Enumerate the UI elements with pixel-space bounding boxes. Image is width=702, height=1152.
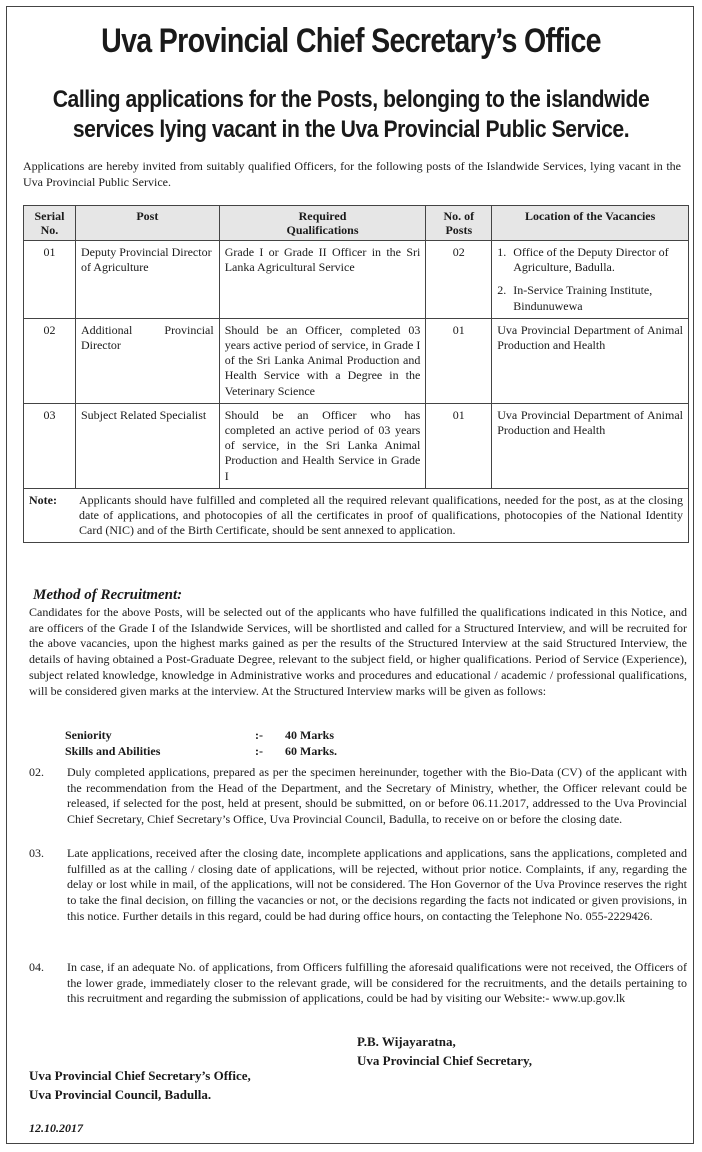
header-posts-count: No. of Posts <box>426 206 492 241</box>
cell-serial: 01 <box>24 241 76 319</box>
cell-post: Subject Related Specialist <box>75 403 219 488</box>
note-text: Applicants should have fulfilled and completed all the required relevant qualifications, needed for the post, as at the closing date of applications, and photocopies of all the certificates in proof of qualifications, photocopies of the National Identity Card (NIC) and of the Birth Certificate, should be sent annexed to application. <box>79 492 683 538</box>
paragraph-02: 02. Duly completed applications, prepared as per the specimen hereinunder, together with the Bio-Data (CV) of the applicant with the recommendation from the Head of the Department, and the Secretary of Ministry, whether, the Officer relevant could be released, if selected for the post, held at present, should be submitted, on or before 06.11.2017, addressed to the Uva Provincial Chief Secretary, Chief Secretary’s Office, Uva Provincial Council, Badulla, to receive on or before the closing date. <box>29 765 687 827</box>
notice-date: 12.10.2017 <box>29 1121 83 1135</box>
subtitle-line-1: Calling applications for the Posts, belonging to the islandwide <box>52 86 650 113</box>
office-address <box>29 1066 251 1104</box>
cell-location <box>492 241 689 319</box>
cell-qualifications: Grade I or Grade II Officer in the Sri Lanka Agricultural Service <box>219 241 426 319</box>
office-line-2: Uva Provincial Council, Badulla. <box>29 1087 212 1102</box>
note-label: Note: <box>29 492 57 507</box>
header-serial: Serial No. <box>24 206 76 241</box>
marks-list <box>65 728 337 759</box>
header-location: Location of the Vacancies <box>492 206 689 241</box>
table-row <box>24 241 689 319</box>
subtitle-line-2: services lying vacant in the Uva Provincial Public Service. <box>72 116 630 143</box>
location-item: 2. In-Service Training Institute, Bindunuwewa <box>497 283 653 313</box>
table-row <box>24 318 689 403</box>
table-note <box>29 493 683 539</box>
table-note-row <box>24 488 689 543</box>
method-heading: Method of Recruitment: <box>33 587 183 603</box>
cell-location: Uva Provincial Department of Animal Production and Health <box>492 318 689 403</box>
intro-paragraph: Applications are hereby invited from suitably qualified Officers, for the following posts of the Islandwide Services, lying vacant in the Uva Provincial Public Service. <box>23 159 681 189</box>
vacancies-table <box>23 205 689 543</box>
signatory-title: Uva Provincial Chief Secretary, <box>357 1053 532 1068</box>
cell-serial: 02 <box>24 318 76 403</box>
location-item: 1. Office of the Deputy Director of Agriculture, Badulla. <box>497 245 669 275</box>
notice-page <box>6 6 694 1144</box>
paragraph-04: 04. In case, if an adequate No. of applications, from Officers fulfilling the aforesaid qualifications were not received, the Officers of the lower grade, immediately closer to the relevant grade, will be considered for the recruitments, and the details pertaining to this recruitment and regarding the submission of applications, could be had by visiting our Website:- www.up.gov.lk <box>29 960 687 1006</box>
cell-posts: 02 <box>426 241 492 319</box>
page-subtitle <box>7 85 695 145</box>
marks-row: Seniority :- 40 Marks <box>65 728 334 742</box>
cell-posts: 01 <box>426 318 492 403</box>
method-paragraph: Candidates for the above Posts, will be selected out of the applicants who have fulfilled the qualifications indicated in this Notice, and are officers of the Grade I of the Islandwide Services, will be shortlisted and called for a Structured Interview, and will be recruited for the above vacancies, upon the highest marks gained as per the results of the Structured Interview at the said Structured Interview, the details of having obtained a Post-Graduate Degree, relevant to the subject field, or higher qualifications. Period of Service (Experience), subject related knowledge, knowledge in Administrative works and procedures and educational / academic / professional qualifications, will be considered given marks at the interview. At the Structured Interview marks will be given as follows: <box>29 605 687 698</box>
cell-posts: 01 <box>426 403 492 488</box>
cell-post: Additional Provincial Director <box>75 318 219 403</box>
marks-row: Skills and Abilities :- 60 Marks. <box>65 743 337 758</box>
office-line-1: Uva Provincial Chief Secretary’s Office, <box>29 1068 251 1083</box>
table-row <box>24 403 689 488</box>
cell-post: Deputy Provincial Director of Agriculture <box>75 241 219 319</box>
cell-location: Uva Provincial Department of Animal Production and Health <box>492 403 689 488</box>
header-post: Post <box>75 206 219 241</box>
table-header-row <box>24 206 689 241</box>
page-title: Uva Provincial Chief Secretary’s Office <box>101 22 601 60</box>
signature-block <box>357 1032 532 1070</box>
cell-serial: 03 <box>24 403 76 488</box>
paragraph-03: 03. Late applications, received after the closing date, incomplete applications and applications, sans the applications, completed and fulfilled as at the calling / closing date of applications, will be rejected, without prior notice. Complaints, if any, regarding the delay or lost while in mail, of the applications, will not be considered. The Hon Governor of the Uva Province reserves the right to take the final decision, on filling the vacancies or not, or the decisions regarding the facts not indicated or given provisions, in this notice. Further details in this regard, could be had during office hours, on contacting the Telephone No. 055-2229426. <box>29 846 687 923</box>
signatory-name: P.B. Wijayaratna, <box>357 1034 456 1049</box>
cell-qualifications: Should be an Officer, completed 03 years active period of service, in Grade I of the Sri Lanka Animal Production and Health Service with a Degree in the Veterinary Science <box>219 318 426 403</box>
cell-qualifications: Should be an Officer who has completed an active period of 03 years of service, in the Sri Lanka Animal Production and Health Service in Grade I <box>219 403 426 488</box>
header-qualifications: Required Qualifications <box>219 206 426 241</box>
